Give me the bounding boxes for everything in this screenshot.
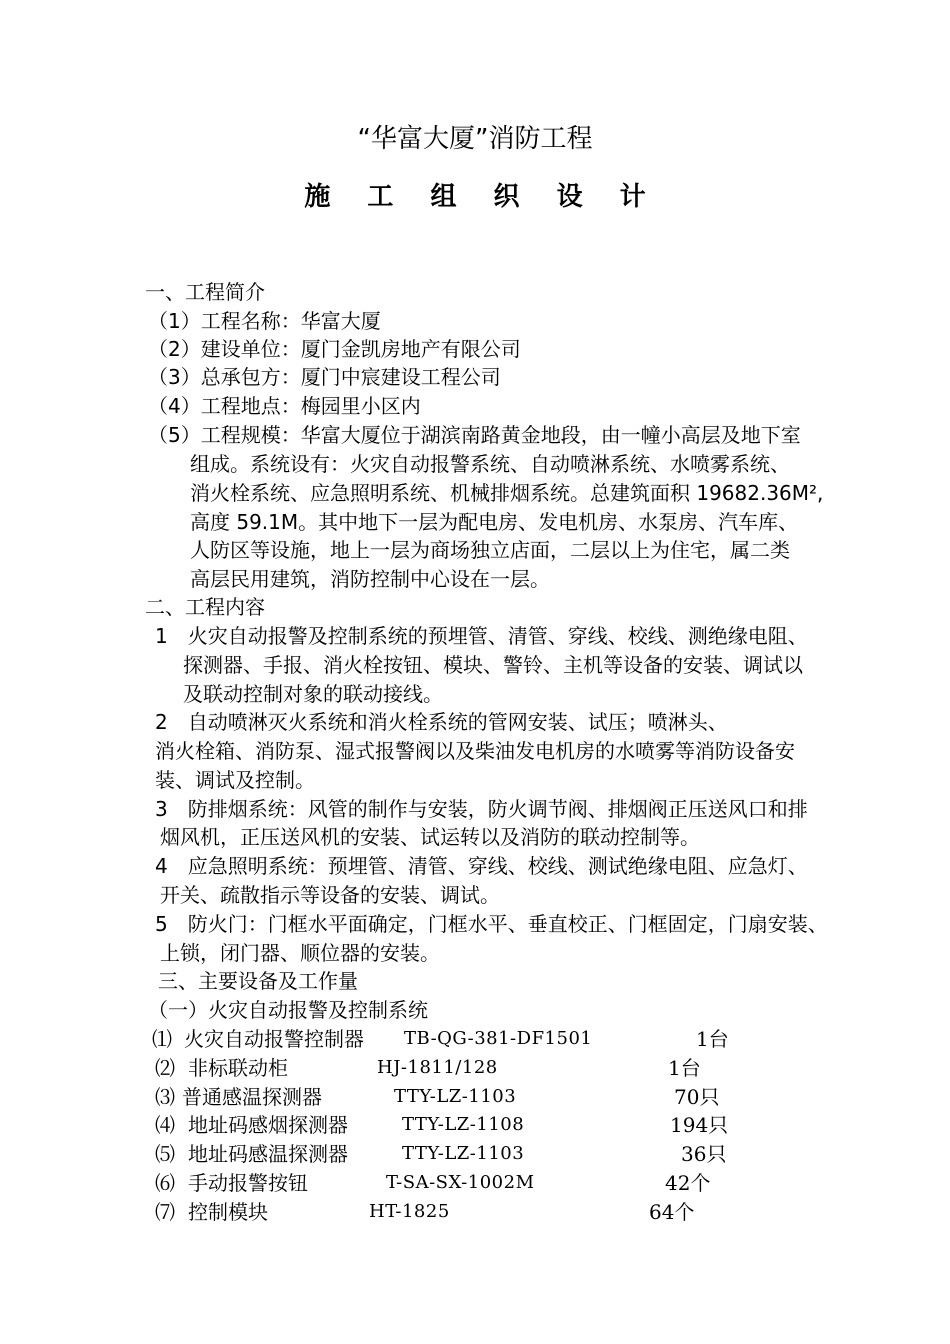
subsection-heading: （一）火灾自动报警及控制系统	[148, 998, 428, 1022]
paragraph-line: 消火栓系统、应急照明系统、机械排烟系统。总建筑面积 19682.36M²,	[190, 481, 824, 505]
row-number: ⑺	[155, 1200, 175, 1224]
paragraph-line: 人防区等设施，地上一层为商场独立店面，二层以上为住宅，属二类	[190, 538, 790, 562]
equipment-qty: 36只	[681, 1142, 727, 1166]
row-number: ⑶	[155, 1085, 175, 1109]
paragraph-line: 组成。系统设有：火灾自动报警系统、自动喷淋系统、水喷雾系统、	[190, 452, 790, 476]
equipment-qty: 42个	[665, 1171, 711, 1195]
paragraph-line: 开关、疏散指示等设备的安装、调试。	[160, 883, 500, 907]
equipment-qty: 1台	[696, 1027, 729, 1051]
paragraph-line: 烟风机，正压送风机的安装、试运转以及消防的联动控制等。	[160, 825, 700, 849]
paragraph-line: 2 自动喷淋灭火系统和消火栓系统的管网安装、试压；喷淋头、	[155, 710, 728, 734]
row-number: ⑹	[155, 1171, 175, 1195]
list-item: （3）总承包方：厦门中宸建设工程公司	[148, 365, 501, 389]
paragraph-line: 3 防排烟系统：风管的制作与安装，防火调节阀、排烟阀正压送风口和排	[155, 797, 808, 821]
equipment-qty: 1台	[668, 1056, 701, 1080]
equipment-model: TB-QG-381-DF1501	[404, 1028, 593, 1049]
equipment-model: TTY-LZ-1103	[394, 1086, 517, 1107]
list-item: （2）建设单位：厦门金凯房地产有限公司	[148, 337, 521, 361]
section-heading: 三、主要设备及工作量	[158, 969, 358, 993]
equipment-name: 手动报警按钮	[188, 1171, 308, 1195]
equipment-name: 非标联动柜	[188, 1056, 288, 1080]
equipment-name: 控制模块	[188, 1200, 268, 1224]
equipment-model: HJ-1811/128	[377, 1057, 498, 1078]
paragraph-line: 4 应急照明系统：预埋管、清管、穿线、校线、测试绝缘电阻、应急灯、	[155, 854, 808, 878]
equipment-qty: 64个	[649, 1200, 695, 1224]
equipment-name: 地址码感温探测器	[188, 1142, 348, 1166]
paragraph-line: 5 防火门：门框水平面确定，门框水平、垂直校正、门框固定，门扇安装、	[155, 912, 828, 936]
paragraph-line: （5）工程规模：华富大厦位于湖滨南路黄金地段，由一幢小高层及地下室	[148, 423, 801, 447]
document-title: “华富大厦”消防工程	[357, 124, 593, 154]
section-heading: 二、工程内容	[145, 595, 265, 619]
document-subtitle: 施 工 组 织 设 计	[304, 182, 660, 212]
equipment-name: 普通感温探测器	[182, 1085, 322, 1109]
paragraph-line: 消火栓箱、消防泵、湿式报警阀以及柴油发电机房的水喷雾等消防设备安	[155, 739, 795, 763]
equipment-model: T-SA-SX-1002M	[386, 1172, 535, 1193]
equipment-qty: 70只	[674, 1085, 720, 1109]
equipment-model: TTY-LZ-1103	[402, 1143, 525, 1164]
paragraph-line: 上锁，闭门器、顺位器的安装。	[160, 941, 440, 965]
list-item: （4）工程地点：梅园里小区内	[148, 394, 421, 418]
row-number: ⑵	[155, 1056, 175, 1080]
equipment-name: 火灾自动报警控制器	[184, 1027, 364, 1051]
equipment-model: TTY-LZ-1108	[402, 1114, 525, 1135]
paragraph-line: 装、调试及控制。	[155, 768, 315, 792]
paragraph-line: 高度 59.1M。其中地下一层为配电房、发电机房、水泵房、汽车库、	[190, 510, 799, 534]
equipment-qty: 194只	[670, 1113, 729, 1137]
paragraph-line: 及联动控制对象的联动接线。	[183, 682, 443, 706]
paragraph-line: 高层民用建筑，消防控制中心设在一层。	[190, 567, 550, 591]
list-item: （1）工程名称：华富大厦	[148, 309, 381, 333]
row-number: ⑷	[155, 1113, 175, 1137]
row-number: ⑸	[155, 1142, 175, 1166]
equipment-model: HT-1825	[369, 1201, 450, 1222]
paragraph-line: 1 火灾自动报警及控制系统的预埋管、清管、穿线、校线、测绝缘电阻、	[155, 624, 808, 648]
row-number: ⑴	[152, 1027, 172, 1051]
equipment-name: 地址码感烟探测器	[188, 1113, 348, 1137]
paragraph-line: 探测器、手报、消火栓按钮、模块、警铃、主机等设备的安装、调试以	[183, 653, 803, 677]
section-heading: 一、工程简介	[145, 280, 265, 304]
